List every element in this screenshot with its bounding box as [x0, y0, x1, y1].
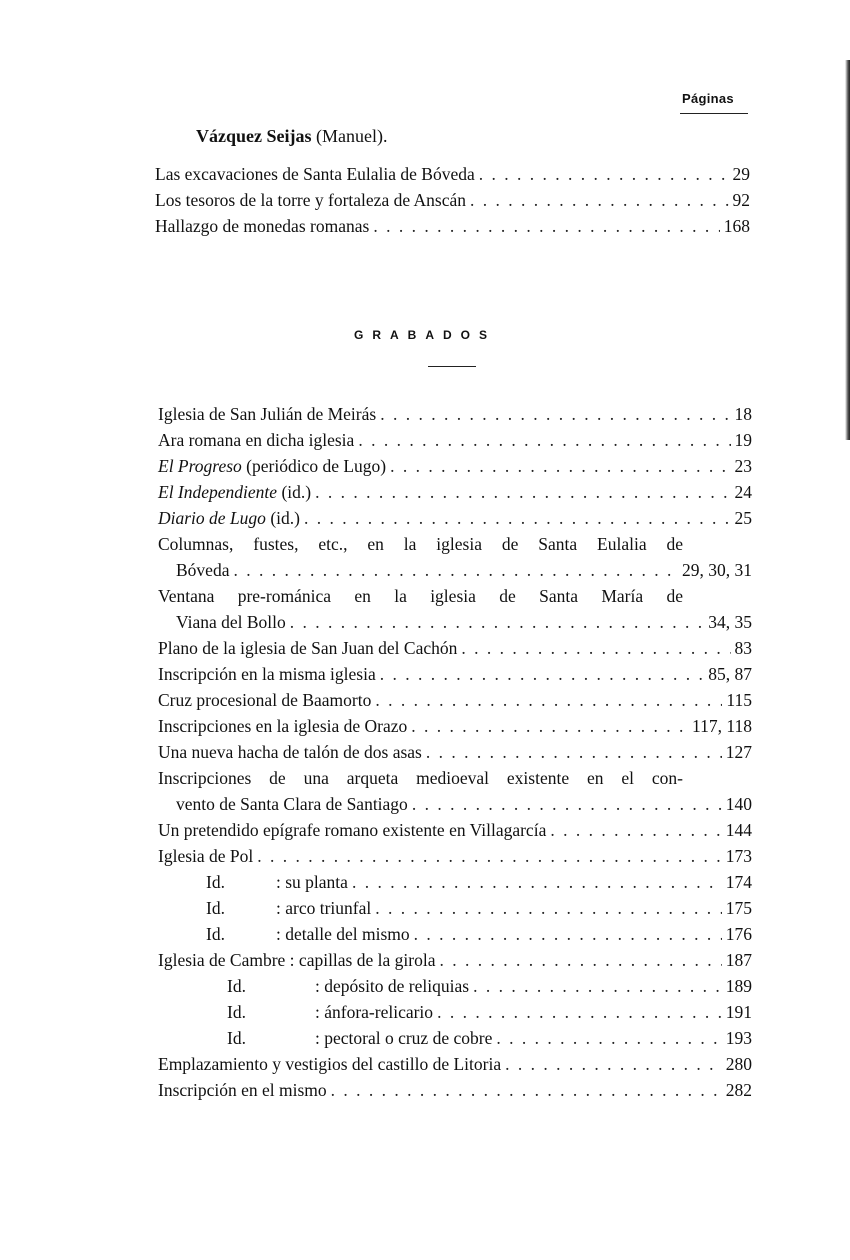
author-surname: Vázquez Seijas: [196, 126, 312, 146]
entry-page: 24: [734, 482, 752, 502]
entry-page: 174: [725, 872, 752, 892]
entry-id-label: Id.: [227, 1028, 246, 1048]
entry-id-label: Id.: [206, 924, 225, 944]
grabado-entry: [206, 872, 752, 898]
grabado-entry: [206, 924, 752, 950]
grabado-entry: [158, 482, 752, 508]
entry-title-line1: Ventana pre-románica en la iglesia de Santa María de: [158, 586, 683, 606]
entry-id-label: Id.: [206, 872, 225, 892]
entry-page: 23: [734, 456, 752, 476]
entry-title-line2: Bóveda: [176, 560, 230, 580]
entry-title: : pectoral o cruz de cobre: [315, 1028, 493, 1048]
grabado-entry: [158, 456, 752, 482]
author-entry: [155, 190, 750, 216]
entry-page: 117, 118: [692, 716, 752, 736]
entry-title: : arco triunfal: [276, 898, 372, 918]
entry-id-label: Id.: [227, 1002, 246, 1022]
grabado-entry: [158, 716, 752, 742]
entry-page: 175: [725, 898, 752, 918]
grabado-entry: [227, 1002, 752, 1028]
entry-page: 168: [723, 216, 750, 236]
grabado-entry: [158, 404, 752, 430]
entry-page: 29: [732, 164, 750, 184]
author-given-name: (Manuel).: [316, 126, 388, 146]
entry-page: 191: [725, 1002, 752, 1022]
entry-title: (id.): [281, 482, 312, 502]
section-heading-rule: [428, 366, 476, 367]
grabado-entry: [158, 820, 752, 846]
entry-title: Hallazgo de monedas romanas: [155, 216, 370, 236]
grabado-entry: [158, 846, 752, 872]
entry-page: 193: [725, 1028, 752, 1048]
entry-title-line1: Inscripciones de una arqueta medioeval existente en el con-: [158, 768, 683, 788]
entry-page: 18: [734, 404, 752, 424]
pages-label-rule: [680, 113, 748, 114]
entry-title: Una nueva hacha de talón de dos asas: [158, 742, 422, 762]
entry-title: Ara romana en dicha iglesia: [158, 430, 355, 450]
entry-page: 173: [725, 846, 752, 866]
author-entry: [155, 164, 750, 190]
entry-page: 176: [725, 924, 752, 944]
entry-title-line2: vento de Santa Clara de Santiago: [176, 794, 408, 814]
grabado-entry: [158, 508, 752, 534]
entry-page: 282: [725, 1080, 752, 1100]
entry-page: 280: [725, 1054, 752, 1074]
entry-page: 34, 35: [708, 612, 752, 632]
grabado-entry: [158, 742, 752, 768]
author-heading: [196, 126, 387, 147]
entry-title: Las excavaciones de Santa Eulalia de Bóveda: [155, 164, 475, 184]
grabado-entry: [158, 950, 752, 976]
grabado-entry: [158, 664, 752, 690]
entry-title: Los tesoros de la torre y fortaleza de Anscán: [155, 190, 466, 210]
grabado-entry: [176, 560, 752, 586]
entry-id-label: Id.: [227, 976, 246, 996]
entry-id-label: Id.: [206, 898, 225, 918]
entry-title: : detalle del mismo: [276, 924, 410, 944]
entry-title: Un pretendido epígrafe romano existente en Villagarcía: [158, 820, 547, 840]
entry-title: Cruz procesional de Baamorto: [158, 690, 372, 710]
grabado-entry: [206, 898, 752, 924]
entry-page: 127: [725, 742, 752, 762]
entry-page: 115: [726, 690, 752, 710]
grabado-entry: [158, 1054, 752, 1080]
entry-page: 85, 87: [708, 664, 752, 684]
entry-page: 19: [734, 430, 752, 450]
entry-page: 25: [734, 508, 752, 528]
entry-page: 92: [732, 190, 750, 210]
grabado-entry: [176, 794, 752, 820]
grabado-entry: [227, 1028, 752, 1054]
entry-title-italic: El Progreso: [158, 456, 242, 476]
entry-title: Inscripción en el mismo: [158, 1080, 327, 1100]
grabado-entry: [158, 690, 752, 716]
entry-page: 29, 30, 31: [682, 560, 752, 580]
entry-title: (periódico de Lugo): [246, 456, 387, 476]
grabado-entry: [227, 976, 752, 1002]
entry-title: : depósito de reliquias: [315, 976, 470, 996]
entry-title: Iglesia de San Julián de Meirás: [158, 404, 377, 424]
grabado-entry: [158, 1080, 752, 1106]
section-heading-grabados: GRABADOS: [353, 328, 496, 342]
entry-page: 189: [725, 976, 752, 996]
entry-title: Plano de la iglesia de San Juan del Cachón: [158, 638, 458, 658]
page-edge-shadow: [845, 60, 850, 440]
entry-title: : ánfora-relicario: [315, 1002, 434, 1022]
entry-title-italic: El Independiente: [158, 482, 278, 502]
entry-title: Emplazamiento y vestigios del castillo de Litoria: [158, 1054, 502, 1074]
entry-title-line1: Columnas, fustes, etc., en la iglesia de Santa Eulalia de: [158, 534, 683, 554]
entry-page: 140: [725, 794, 752, 814]
entry-title-line2: Viana del Bollo: [176, 612, 286, 632]
entry-title: Iglesia de Pol: [158, 846, 254, 866]
entry-page: 83: [734, 638, 752, 658]
entry-title: Inscripciones en la iglesia de Orazo: [158, 716, 408, 736]
entry-title: : su planta: [276, 872, 348, 892]
entry-page: 187: [725, 950, 752, 970]
grabado-entry: [158, 638, 752, 664]
entry-title-italic: Diario de Lugo: [158, 508, 266, 528]
author-entry: [155, 216, 750, 242]
grabado-entry: [158, 430, 752, 456]
entry-title: Iglesia de Cambre : capillas de la girola: [158, 950, 436, 970]
grabado-entry: [176, 612, 752, 638]
entry-title: (id.): [270, 508, 300, 528]
pages-column-label: Páginas: [682, 91, 734, 106]
entry-page: 144: [725, 820, 752, 840]
entry-title: Inscripción en la misma iglesia: [158, 664, 376, 684]
